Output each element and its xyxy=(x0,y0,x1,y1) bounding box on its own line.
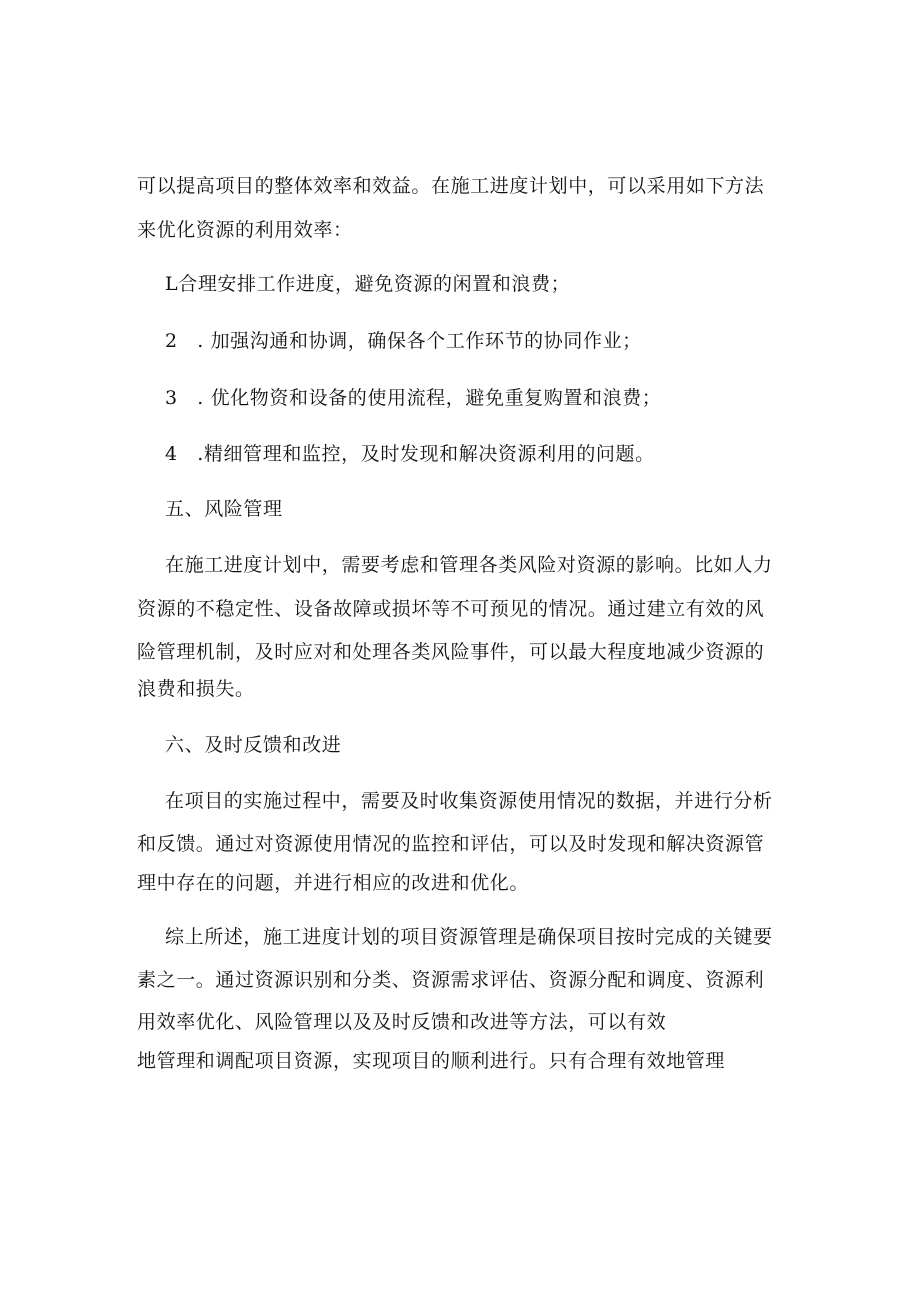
conclusion-line-4: 地管理和调配项目资源，实现项目的顺利进行。只有合理有效地管理 xyxy=(137,1050,726,1072)
section-5-heading: 五、风险管理 xyxy=(165,498,283,520)
list-item-2: 2 . 加强沟通和协调，确保各个工作环节的协同作业； xyxy=(165,330,642,352)
section-5-line-4: 浪费和损失。 xyxy=(137,678,255,700)
intro-line-1: 可以提高项目的整体效率和效益。在施工进度计划中，可以采用如下方法 xyxy=(137,175,765,197)
section-6-line-1: 在项目的实施过程中，需要及时收集资源使用情况的数据，并进行分析 xyxy=(165,790,773,812)
conclusion-line-3: 用效率优化、风险管理以及及时反馈和改进等方法，可以有效 xyxy=(137,1011,667,1033)
list-item-3: 3 . 优化物资和设备的使用流程，避免重复购置和浪费； xyxy=(165,387,662,409)
section-5-line-3: 险管理机制，及时应对和处理各类风险事件，可以最大程度地减少资源的 xyxy=(137,641,765,663)
section-5-line-1: 在施工进度计划中，需要考虑和管理各类风险对资源的影响。比如人力 xyxy=(165,554,773,576)
list-item-4: 4 .精细管理和监控，及时发现和解决资源利用的问题。 xyxy=(165,443,655,465)
conclusion-line-1: 综上所述，施工进度计划的项目资源管理是确保项目按时完成的关键要 xyxy=(165,926,773,948)
section-6-line-3: 理中存在的问题，并进行相应的改进和优化。 xyxy=(137,872,530,894)
section-6-line-2: 和反馈。通过对资源使用情况的监控和评估，可以及时发现和解决资源管 xyxy=(137,833,765,855)
conclusion-line-2: 素之一。通过资源识别和分类、资源需求评估、资源分配和调度、资源利 xyxy=(137,969,765,991)
section-5-line-2: 资源的不稳定性、设备故障或损坏等不可预见的情况。通过建立有效的风 xyxy=(137,598,765,620)
intro-line-2: 来优化资源的利用效率： xyxy=(137,219,353,241)
list-item-1: L合理安排工作进度，避免资源的闲置和浪费； xyxy=(165,273,571,295)
section-6-heading: 六、及时反馈和改进 xyxy=(165,734,342,756)
